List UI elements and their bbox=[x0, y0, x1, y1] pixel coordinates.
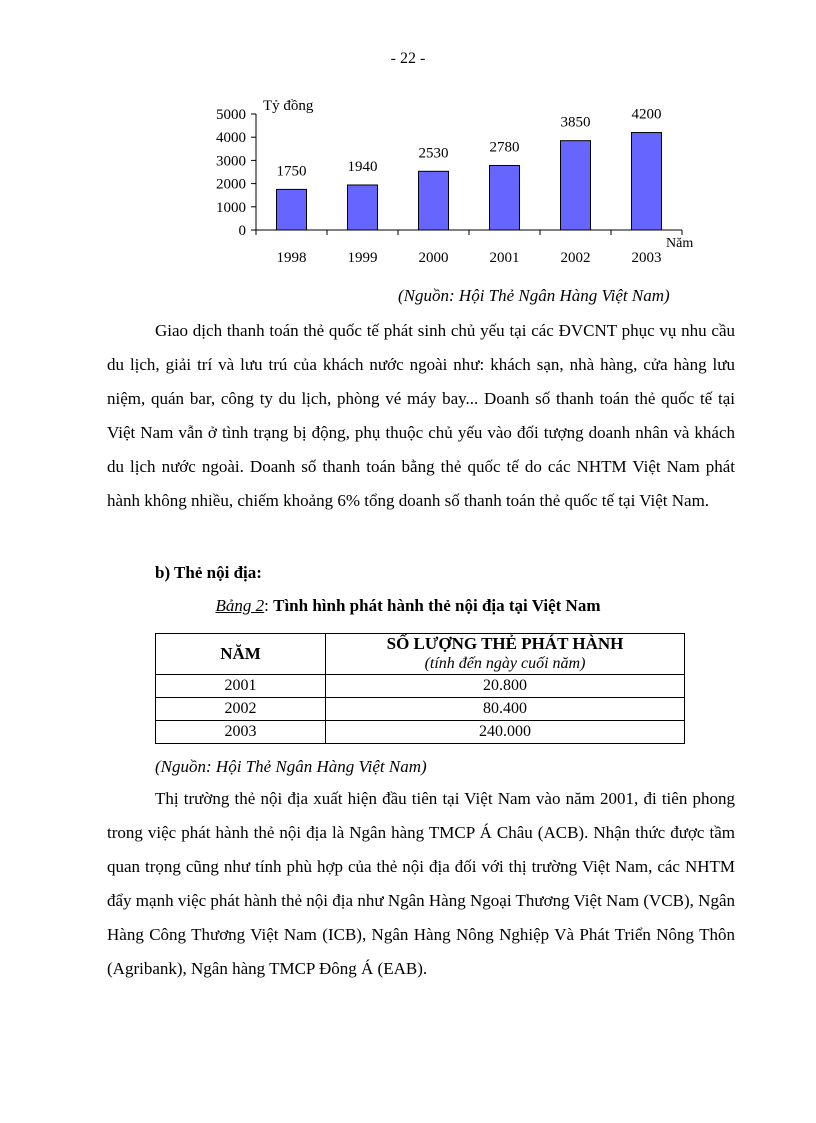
header-card-count bbox=[326, 634, 685, 675]
data-label: 2530 bbox=[418, 145, 449, 162]
domestic-card-table bbox=[155, 633, 685, 744]
table-row bbox=[156, 698, 685, 721]
bar bbox=[348, 185, 378, 230]
chart-x-axis-label: Năm bbox=[666, 236, 694, 251]
table-header-row bbox=[156, 634, 685, 675]
data-label: 2780 bbox=[489, 139, 520, 156]
bar bbox=[277, 189, 307, 230]
table-row bbox=[156, 721, 685, 744]
table-cell-year: 2003 bbox=[156, 721, 326, 744]
bar bbox=[419, 171, 449, 230]
chart-bars bbox=[277, 107, 662, 230]
bar bbox=[632, 133, 662, 230]
x-tick-label: 1998 bbox=[276, 250, 307, 266]
x-tick-label: 2001 bbox=[489, 250, 520, 266]
header-card-count-subtitle: (tính đến ngày cuối năm) bbox=[424, 655, 586, 672]
header-card-count-title: SỐ LƯỢNG THẺ PHÁT HÀNH bbox=[386, 634, 624, 653]
table-cell-count: 240.000 bbox=[326, 721, 685, 744]
y-tick-label: 1000 bbox=[216, 199, 246, 216]
table-caption-separator: : bbox=[264, 596, 269, 615]
y-tick-label: 5000 bbox=[216, 107, 246, 123]
chart-y-axis-label: Tỷ đồng bbox=[263, 98, 314, 114]
data-label: 1940 bbox=[347, 158, 378, 175]
table-caption-label: Bảng 2 bbox=[215, 596, 265, 615]
x-tick-label: 1999 bbox=[347, 250, 378, 266]
bar-chart bbox=[0, 0, 816, 290]
table-caption-title: Tình hình phát hành thẻ nội địa tại Việt Nam bbox=[273, 596, 601, 615]
paragraph-intl-card-payments: Giao dịch thanh toán thẻ quốc tế phát sinh chủ yếu tại các ĐVCNT phục vụ nhu cầu du lịch, giải trí và lưu trú của khách nước ngoài như: khách sạn, nhà hàng, cửa hàng lưu niệm, quán bar, công ty du lịch, phòng vé máy bay... Doanh số thanh toán thẻ quốc tế tại Việt Nam vẫn ở tình trạng bị động, phụ thuộc chủ yếu vào đối tượng doanh nhân và khách du lịch nước ngoài. Doanh số thanh toán bằng thẻ quốc tế do các NHTM Việt Nam phát hành không nhiều, chiếm khoảng 6% tổng doanh số thanh toán thẻ quốc tế tại Việt Nam. bbox=[107, 321, 735, 510]
y-tick-label: 2000 bbox=[216, 176, 246, 193]
y-tick-label: 3000 bbox=[216, 153, 246, 170]
bar bbox=[561, 141, 591, 230]
x-tick-label: 2003 bbox=[631, 250, 662, 266]
table-cell-count: 80.400 bbox=[326, 698, 685, 721]
bar bbox=[490, 166, 520, 230]
paragraph-domestic-card-market: Thị trường thẻ nội địa xuất hiện đầu tiên tại Việt Nam vào năm 2001, đi tiên phong trong việc phát hành thẻ nội địa là Ngân hàng TMCP Á Châu (ACB). Nhận thức được tầm quan trọng cũng như tính phù hợp của thẻ nội địa đối với thị trường Việt Nam, các NHTM đẩy mạnh việc phát hành thẻ nội địa như Ngân Hàng Ngoại Thương Việt Nam (VCB), Ngân Hàng Công Thương Việt Nam (ICB), Ngân Hàng Nông Nghiệp Và Phát Triển Nông Thôn (Agribank), Ngân hàng TMCP Đông Á (EAB). bbox=[107, 789, 735, 978]
y-tick-label: 0 bbox=[238, 223, 246, 239]
table-row bbox=[156, 675, 685, 698]
data-label: 3850 bbox=[560, 114, 591, 131]
table-cell-count: 20.800 bbox=[326, 675, 685, 698]
data-label: 4200 bbox=[631, 106, 662, 123]
table-cell-year: 2002 bbox=[156, 698, 326, 721]
x-tick-label: 2000 bbox=[418, 250, 449, 266]
table-caption bbox=[0, 596, 816, 616]
table-source-note: (Nguồn: Hội Thẻ Ngân Hàng Việt Nam) bbox=[155, 757, 427, 776]
table-cell-year: 2001 bbox=[156, 675, 326, 698]
section-heading: b) Thẻ nội địa: bbox=[155, 563, 262, 582]
y-tick-label: 4000 bbox=[216, 130, 246, 147]
data-label: 1750 bbox=[276, 163, 307, 180]
x-tick-label: 2002 bbox=[560, 250, 591, 266]
header-year: NĂM bbox=[156, 634, 326, 675]
page-number: - 22 - bbox=[390, 50, 426, 67]
chart-source-note: (Nguồn: Hội Thẻ Ngân Hàng Việt Nam) bbox=[398, 286, 670, 305]
